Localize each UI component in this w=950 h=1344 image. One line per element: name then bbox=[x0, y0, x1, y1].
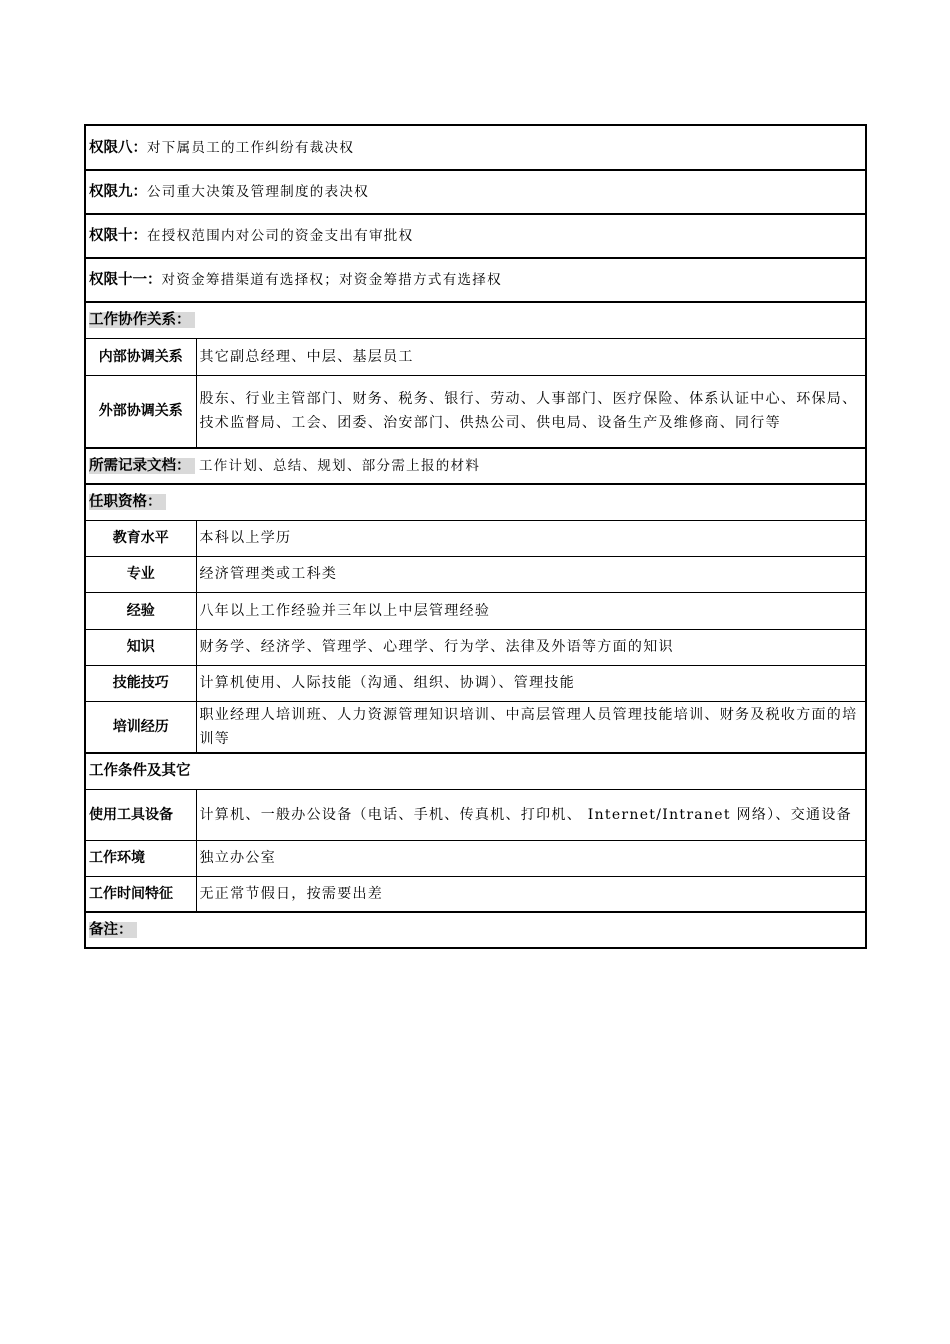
records-cell bbox=[85, 448, 866, 484]
authority-label: 权限十： bbox=[89, 228, 147, 244]
authority-text: 对下属员工的工作纠纷有裁决权 bbox=[147, 139, 355, 156]
qualification-value: 计算机使用、人际技能（沟通、组织、协调）、管理技能 bbox=[196, 665, 866, 701]
qualification-row bbox=[85, 520, 866, 556]
qualification-row bbox=[85, 592, 866, 629]
remarks-row bbox=[85, 912, 866, 948]
authority-text: 公司重大决策及管理制度的表决权 bbox=[147, 184, 369, 200]
conditions-header: 工作条件及其它 bbox=[89, 763, 191, 780]
authority-row bbox=[85, 170, 866, 214]
authority-label: 权限十一： bbox=[89, 272, 162, 288]
condition-value: 独立办公室 bbox=[196, 840, 866, 876]
cooperation-header: 工作协作关系： bbox=[89, 312, 195, 328]
authority-row bbox=[85, 125, 866, 170]
authority-label: 权限八： bbox=[89, 139, 147, 156]
qualification-label: 专业 bbox=[85, 556, 196, 592]
internal-coordination-row bbox=[85, 338, 866, 375]
internal-coordination-value: 其它副总经理、中层、基层员工 bbox=[196, 338, 866, 375]
qualification-value: 职业经理人培训班、人力资源管理知识培训、中高层管理人员管理技能培训、财务及税收方面的培训等 bbox=[196, 701, 866, 753]
qualification-row bbox=[85, 556, 866, 592]
section-header-row bbox=[85, 753, 866, 789]
condition-value: 计算机、一般办公设备（电话、手机、传真机、打印机、 Internet/Intranet 网络）、交通设备 bbox=[196, 789, 866, 840]
records-label: 所需记录文档： bbox=[89, 458, 195, 474]
qualification-row bbox=[85, 701, 866, 753]
authority-cell bbox=[85, 125, 866, 170]
authority-cell bbox=[85, 214, 866, 258]
remarks-label: 备注： bbox=[89, 922, 137, 938]
internal-coordination-label: 内部协调关系 bbox=[85, 338, 196, 375]
authority-cell bbox=[85, 170, 866, 214]
qualification-value: 财务学、经济学、管理学、心理学、行为学、法律及外语等方面的知识 bbox=[196, 629, 866, 665]
qualification-row bbox=[85, 665, 866, 701]
authority-text: 在授权范围内对公司的资金支出有审批权 bbox=[147, 228, 414, 244]
external-coordination-label: 外部协调关系 bbox=[85, 375, 196, 448]
remarks-cell bbox=[85, 912, 866, 948]
condition-label: 工作环境 bbox=[85, 840, 196, 876]
condition-row bbox=[85, 789, 866, 840]
section-header-row bbox=[85, 484, 866, 520]
condition-value: 无正常节假日，按需要出差 bbox=[196, 876, 866, 912]
qualification-label: 知识 bbox=[85, 629, 196, 665]
authority-row bbox=[85, 258, 866, 302]
conditions-header-cell bbox=[85, 753, 866, 789]
section-header-row bbox=[85, 302, 866, 338]
external-coordination-row bbox=[85, 375, 866, 448]
records-value: 工作计划、总结、规划、部分需上报的材料 bbox=[198, 458, 481, 474]
qualification-row bbox=[85, 629, 866, 665]
qualification-label: 经验 bbox=[85, 592, 196, 629]
qualification-value: 本科以上学历 bbox=[196, 520, 866, 556]
qualification-label: 教育水平 bbox=[85, 520, 196, 556]
qualification-label: 培训经历 bbox=[85, 701, 196, 753]
qualification-value: 八年以上工作经验并三年以上中层管理经验 bbox=[196, 592, 866, 629]
authority-row bbox=[85, 214, 866, 258]
condition-row bbox=[85, 876, 866, 912]
qualification-label: 技能技巧 bbox=[85, 665, 196, 701]
qualifications-header: 任职资格： bbox=[89, 494, 166, 510]
qualification-value: 经济管理类或工科类 bbox=[196, 556, 866, 592]
condition-label: 使用工具设备 bbox=[85, 789, 196, 840]
job-description-table bbox=[84, 124, 867, 949]
records-row bbox=[85, 448, 866, 484]
qualifications-header-cell bbox=[85, 484, 866, 520]
external-coordination-value: 股东、行业主管部门、财务、税务、银行、劳动、人事部门、医疗保险、体系认证中心、环保局、技术监督局、工会、团委、治安部门、供热公司、供电局、设备生产及维修商、同行等 bbox=[196, 375, 866, 448]
authority-label: 权限九： bbox=[89, 184, 147, 200]
condition-label: 工作时间特征 bbox=[85, 876, 196, 912]
authority-text: 对资金筹措渠道有选择权；对资金筹措方式有选择权 bbox=[161, 272, 502, 288]
condition-row bbox=[85, 840, 866, 876]
cooperation-header-cell bbox=[85, 302, 866, 338]
authority-cell bbox=[85, 258, 866, 302]
